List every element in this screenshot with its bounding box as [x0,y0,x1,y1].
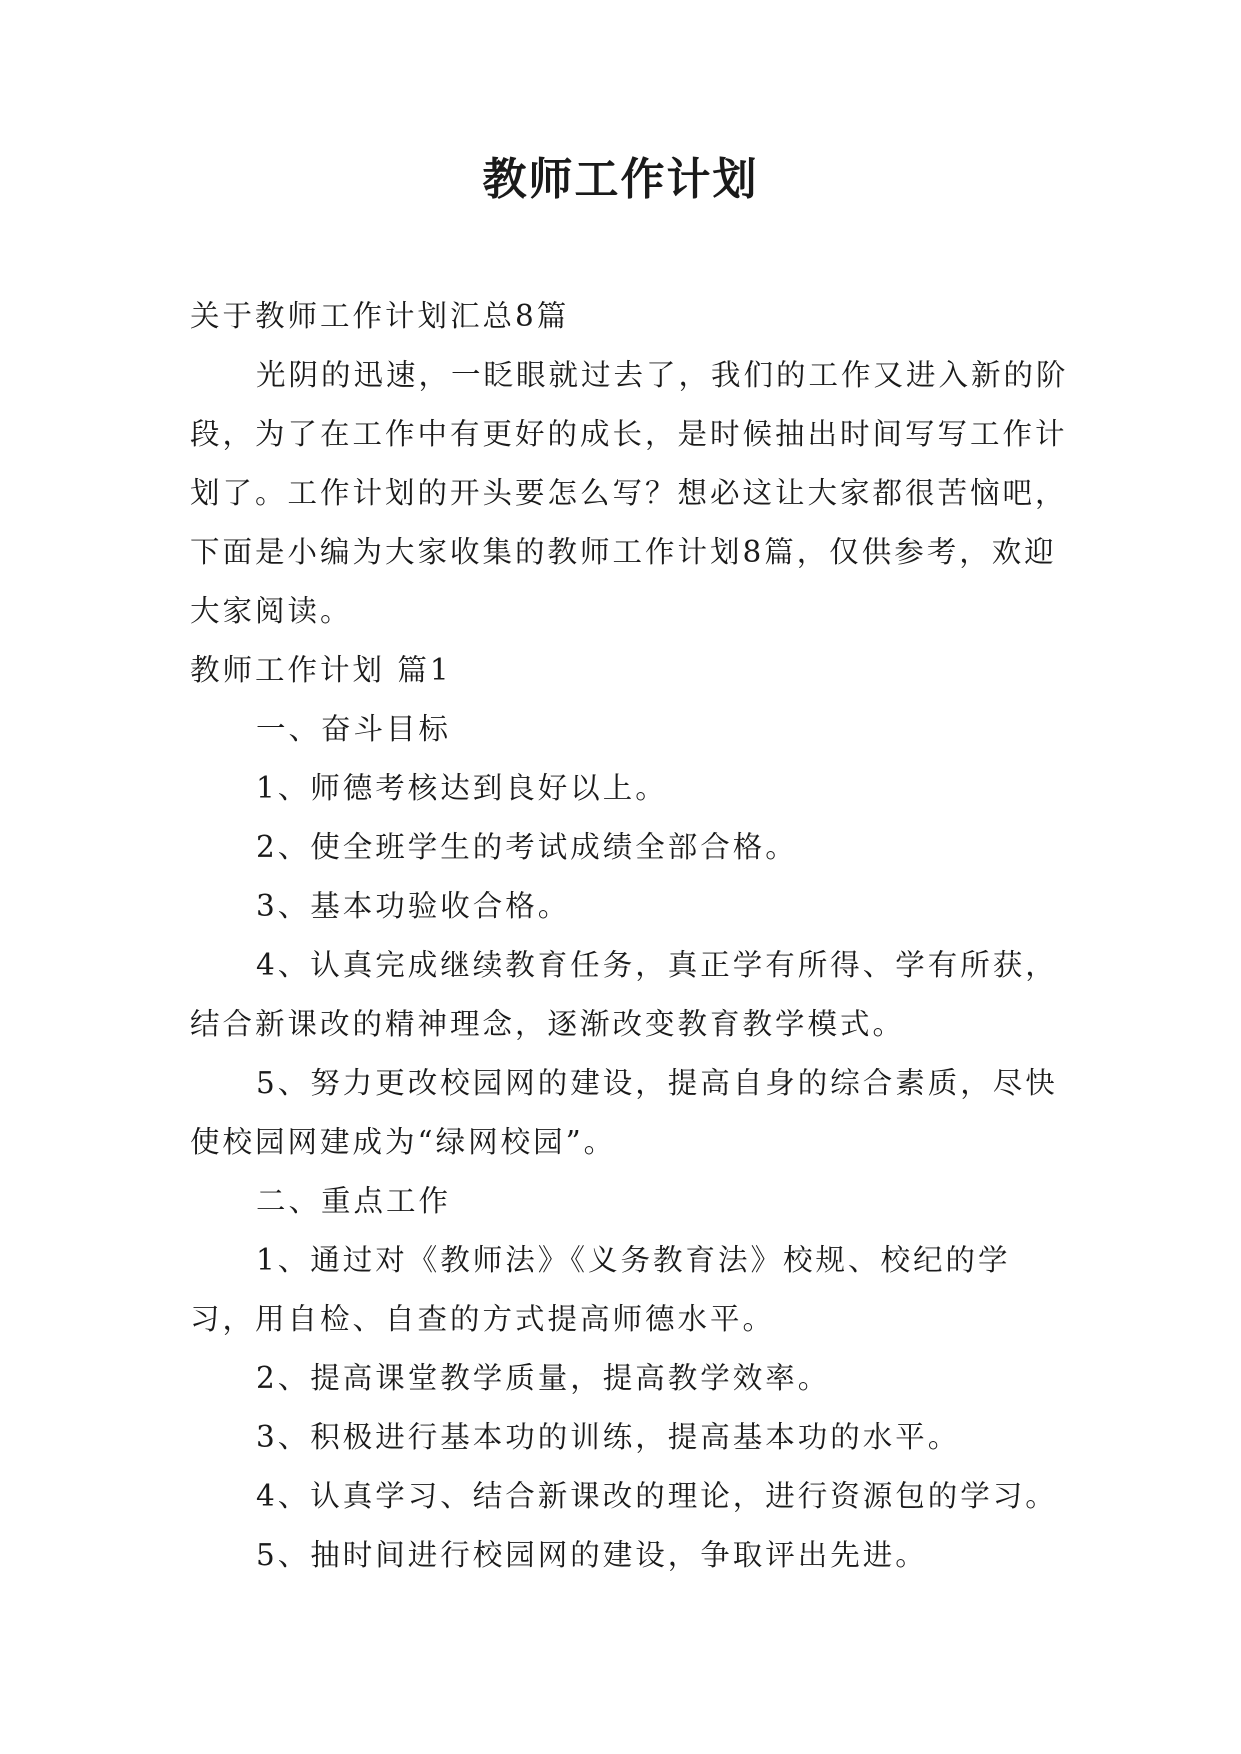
list-item: 4、认真学习、结合新课改的理论，进行资源包的学习。 [256,1479,1058,1513]
list-item: 2、使全班学生的考试成绩全部合格。 [256,830,798,864]
document-body [190,287,1070,1585]
section-heading: 教师工作计划 篇1 [190,653,452,687]
list-item: 1、通过对《教师法》《义务教育法》校规、校纪的学习，用自检、自查的方式提高师德水平。 [190,1243,1011,1336]
list-item: 3、基本功验收合格。 [256,889,571,923]
intro-paragraph: 光阴的迅速，一眨眼就过去了，我们的工作又进入新的阶段，为了在工作中有更好的成长，是时候抽出时间写写工作计划了。工作计划的开头要怎么写？想必这让大家都很苦恼吧，下面是小编为大家收集的教师工作计划8篇，仅供参考，欢迎大家阅读。 [190,358,1069,628]
document-subtitle: 关于教师工作计划汇总8篇 [190,299,570,333]
document-title: 教师工作计划 [482,154,759,205]
subsection-heading: 二、重点工作 [256,1184,452,1218]
list-item: 3、积极进行基本功的训练，提高基本功的水平。 [256,1420,961,1454]
subsection-heading: 一、奋斗目标 [256,712,452,746]
list-item: 1、师德考核达到良好以上。 [256,771,668,805]
list-item: 5、努力更改校园网的建设，提高自身的综合素质，尽快使校园网建成为“绿网校园”。 [190,1066,1058,1159]
list-item: 2、提高课堂教学质量，提高教学效率。 [256,1361,831,1395]
list-item: 4、认真完成继续教育任务，真正学有所得、学有所获，结合新课改的精神理念，逐渐改变教育教学模式。 [190,948,1058,1041]
list-item: 5、抽时间进行校园网的建设，争取评出先进。 [256,1538,928,1572]
